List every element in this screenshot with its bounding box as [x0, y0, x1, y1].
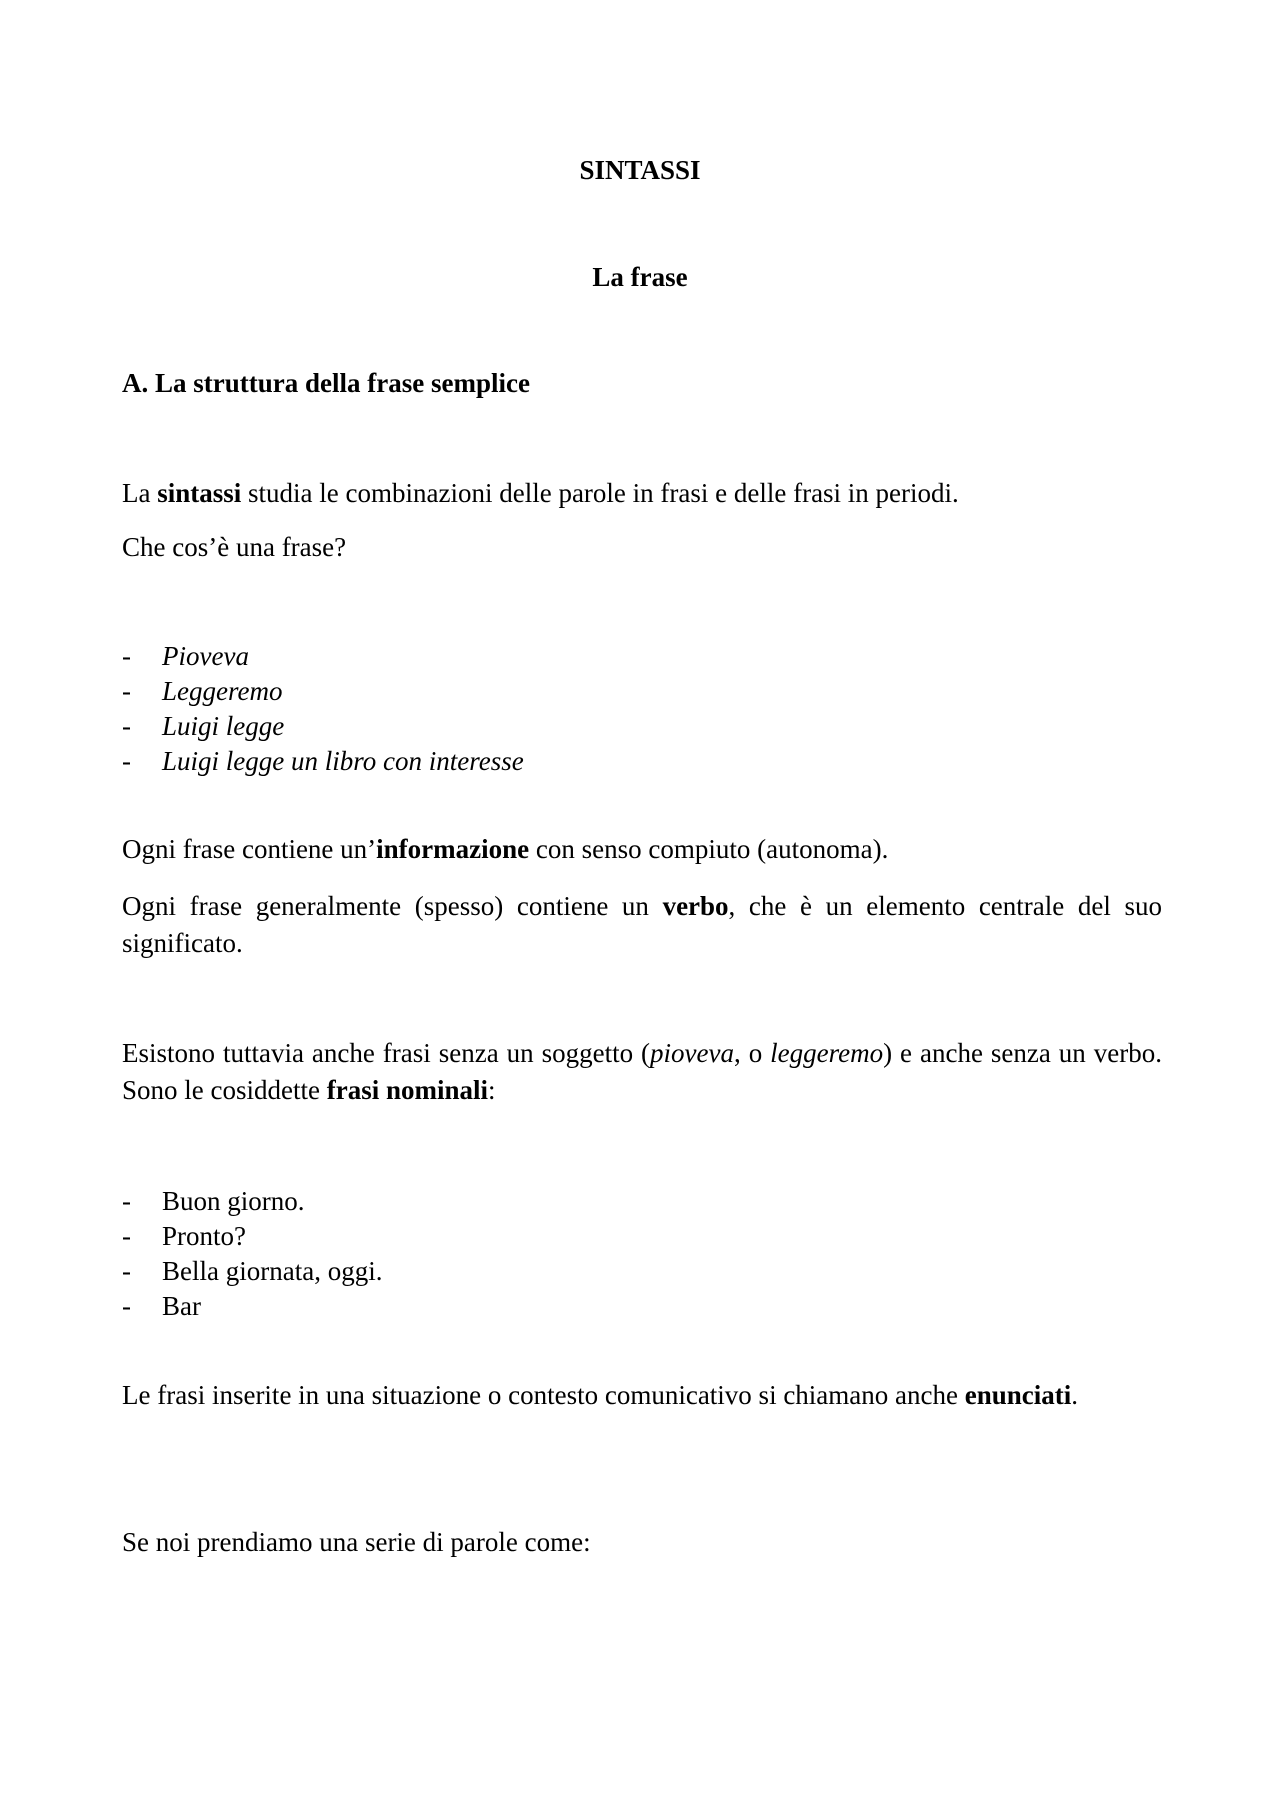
paragraph-enunciati: Le frasi inserite in una situazione o contesto comunicativo si chiamano anche enunciati.: [122, 1380, 1078, 1410]
list-item: - Pronto?: [122, 1221, 246, 1251]
section-heading: A. La struttura della frase semplice: [122, 368, 530, 398]
paragraph-informazione: Ogni frase contiene un’informazione con senso compiuto (autonoma).: [122, 834, 889, 864]
list-item: - Luigi legge un libro con interesse: [122, 746, 524, 776]
example-list-2: [122, 1184, 382, 1324]
page-subtitle: La frase: [592, 262, 688, 292]
list-item: - Leggeremo: [122, 676, 283, 706]
paragraph-frasi-nominali: Esistono tuttavia anche frasi senza un soggetto (pioveva, o leggeremo) e anche senza un verbo. Sono le cosiddette frasi nominali:: [122, 1038, 1162, 1105]
list-item: - Bar: [122, 1291, 201, 1321]
paragraph-sintassi: La sintassi studia le combinazioni delle parole in frasi e delle frasi in periodi.: [122, 478, 959, 508]
list-item: - Bella giornata, oggi.: [122, 1256, 383, 1286]
paragraph-question: Che cos’è una frase?: [122, 532, 347, 562]
list-item: - Buon giorno.: [122, 1186, 305, 1216]
paragraph-verbo: Ogni frase generalmente (spesso) contiene un verbo, che è un elemento centrale del suo significato.: [122, 891, 1162, 958]
list-item: - Luigi legge: [122, 711, 285, 741]
example-list-1: [122, 639, 524, 779]
list-item: - Pioveva: [122, 641, 249, 671]
paragraph-serie-di-parole: Se noi prendiamo una serie di parole come:: [122, 1527, 591, 1557]
page-title: SINTASSI: [579, 155, 701, 185]
